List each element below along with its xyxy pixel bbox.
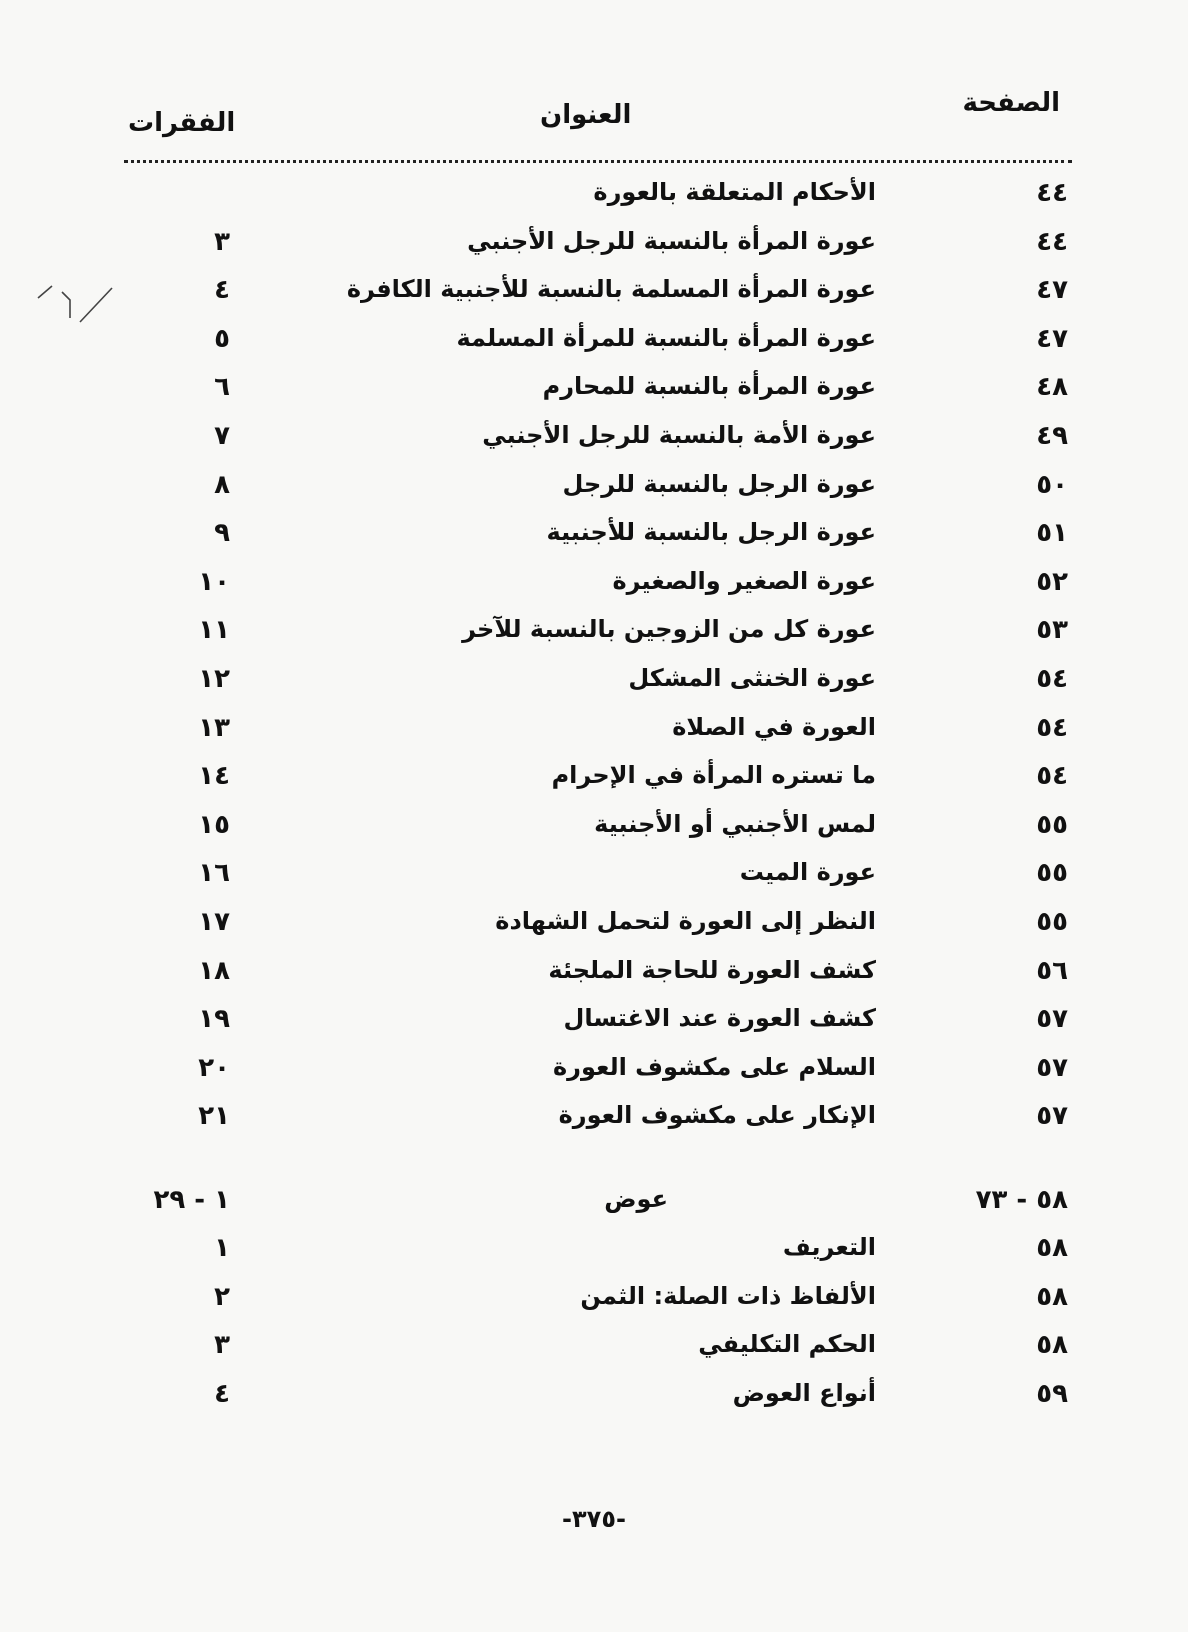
index-entry-row: [0, 227, 1188, 275]
entry-title: النظر إلى العورة لتحمل الشهادة: [495, 907, 876, 935]
entry-title: عورة الصغير والصغيرة: [612, 566, 876, 595]
page-number: ٥٥: [1036, 907, 1068, 937]
entry-title: لمس الأجنبي أو الأجنبية: [594, 809, 876, 838]
page-number: ٥٨ - ٧٣: [975, 1185, 1068, 1215]
index-entry-row: [0, 761, 1188, 809]
page-number: ٥٤: [1036, 761, 1068, 792]
entry-title: عورة الميت: [739, 858, 876, 887]
entry-title: الألفاظ ذات الصلة: الثمن: [580, 1281, 876, 1310]
page-number: ٥٣: [1036, 615, 1068, 646]
paragraph-number: ٣: [214, 1330, 230, 1360]
page-number: ٥٦: [1036, 955, 1068, 986]
paragraph-number: ١٤: [198, 761, 230, 792]
index-entry-row: [0, 1379, 1188, 1427]
index-entry-row: [0, 713, 1188, 761]
page-number: ٤٧: [1036, 275, 1068, 306]
paragraph-number: ٩: [214, 518, 230, 549]
index-entry-row: [0, 1053, 1188, 1101]
paragraph-range: ١ - ٢٩: [153, 1185, 230, 1215]
paragraph-number: ٣: [214, 226, 230, 257]
index-entry-row: [0, 810, 1188, 858]
page-number-footer: -٣٧٥-: [562, 1505, 626, 1533]
page-number: ٥٨: [1036, 1281, 1068, 1312]
index-entry-row: [0, 567, 1188, 615]
index-entry-row: [0, 372, 1188, 420]
paragraph-number: [120, 178, 240, 208]
paragraph-number: ١٢: [198, 664, 230, 694]
index-entry-row: [0, 518, 1188, 566]
entry-title: عورة الخنثى المشكل: [628, 664, 876, 692]
index-entry-row: [0, 907, 1188, 955]
entry-title: الحكم التكليفي: [698, 1330, 876, 1358]
paragraph-number: ٤: [214, 1378, 230, 1409]
entry-title: عورة المرأة بالنسبة للمحارم: [542, 372, 876, 401]
entry-title: عورة المرأة المسلمة بالنسبة للأجنبية الكافرة: [346, 275, 876, 304]
index-entry-row: [0, 470, 1188, 518]
paragraph-number: ١٦: [198, 858, 230, 889]
page-number: ٤٤: [1036, 226, 1068, 257]
page-number: ٥٩: [1036, 1378, 1068, 1409]
page-number: ٥٨: [1036, 1330, 1068, 1360]
section-heading-row: [0, 1185, 1188, 1233]
page-number: ٥٥: [1036, 809, 1068, 840]
column-header-page: الصفحة: [962, 88, 1060, 118]
paragraph-number: ٢: [214, 1281, 230, 1312]
section-title: عوض: [604, 1185, 668, 1213]
index-entry-row: [0, 1101, 1188, 1149]
index-entry-row: [0, 1330, 1188, 1378]
page-number: ٤٧: [1036, 323, 1068, 354]
entry-title: عورة كل من الزوجين بالنسبة للآخر: [462, 615, 876, 644]
index-entry-row: [0, 1282, 1188, 1330]
paragraph-number: ٢١: [198, 1101, 230, 1132]
paragraph-number: ١٨: [198, 955, 230, 986]
entry-title: كشف العورة عند الاغتسال: [563, 1004, 876, 1033]
entry-title: الأحكام المتعلقة بالعورة: [593, 178, 876, 206]
page-number: ٤٨: [1036, 372, 1068, 403]
index-entry-row: [0, 664, 1188, 712]
entry-title: العورة في الصلاة: [672, 712, 876, 741]
paragraph-number: ١١: [198, 615, 230, 646]
page-number: ٥٧: [1036, 1004, 1068, 1035]
entry-title: ما تستره المرأة في الإحرام: [551, 761, 876, 790]
page-number: ٥٢: [1036, 566, 1068, 597]
entry-title: عورة الأمة بالنسبة للرجل الأجنبي: [482, 421, 876, 449]
entry-title: عورة المرأة بالنسبة للرجل الأجنبي: [467, 226, 876, 255]
page-number: ٥٧: [1036, 1101, 1068, 1132]
index-entry-row: [0, 615, 1188, 663]
entry-title: السلام على مكشوف العورة: [553, 1052, 876, 1081]
index-entry-row: [0, 1004, 1188, 1052]
entry-title: الإنكار على مكشوف العورة: [558, 1101, 876, 1130]
page-number: ٥٤: [1036, 712, 1068, 743]
paragraph-number: ٧: [214, 421, 230, 451]
entry-title: عورة المرأة بالنسبة للمرأة المسلمة: [456, 323, 876, 352]
page-number: ٥٥: [1036, 858, 1068, 889]
entry-title: التعريف: [782, 1233, 876, 1261]
page-number: ٥٨: [1036, 1233, 1068, 1263]
paragraph-number: ١: [214, 1233, 230, 1263]
paragraph-number: ١٩: [198, 1004, 230, 1035]
index-entry-row: [0, 178, 1188, 226]
entry-title: كشف العورة للحاجة الملجئة: [548, 955, 876, 984]
index-entry-row: [0, 421, 1188, 469]
page-number: ٤٩: [1036, 421, 1068, 451]
page-number: ٤٤: [1036, 178, 1068, 208]
index-entry-row: [0, 324, 1188, 372]
paragraph-number: ١٠: [198, 566, 230, 597]
page-number: ٥٤: [1036, 664, 1068, 694]
entry-title: أنواع العوض: [732, 1378, 876, 1407]
entry-title: عورة الرجل بالنسبة للرجل: [562, 469, 876, 498]
paragraph-number: ٢٠: [198, 1052, 230, 1083]
page-number: ٥٠: [1036, 469, 1068, 500]
entry-title: عورة الرجل بالنسبة للأجنبية: [546, 518, 876, 547]
paragraph-number: ١٣: [198, 712, 230, 743]
paragraph-number: ١٥: [198, 809, 230, 840]
index-entry-row: [0, 956, 1188, 1004]
paragraph-number: ٦: [214, 372, 230, 403]
page-number: ٥٧: [1036, 1052, 1068, 1083]
dotted-divider: [124, 160, 1072, 163]
paragraph-number: ٥: [214, 323, 230, 354]
index-entry-row: [0, 1233, 1188, 1281]
column-header-title: العنوان: [540, 100, 632, 130]
column-header-paragraphs: الفقرات: [128, 108, 236, 138]
paragraph-number: ٨: [214, 469, 230, 500]
index-entry-row: [0, 858, 1188, 906]
paragraph-number: ٤: [214, 275, 230, 306]
paragraph-number: ١٧: [198, 907, 230, 937]
index-entry-row: [0, 275, 1188, 323]
page-number: ٥١: [1036, 518, 1068, 549]
